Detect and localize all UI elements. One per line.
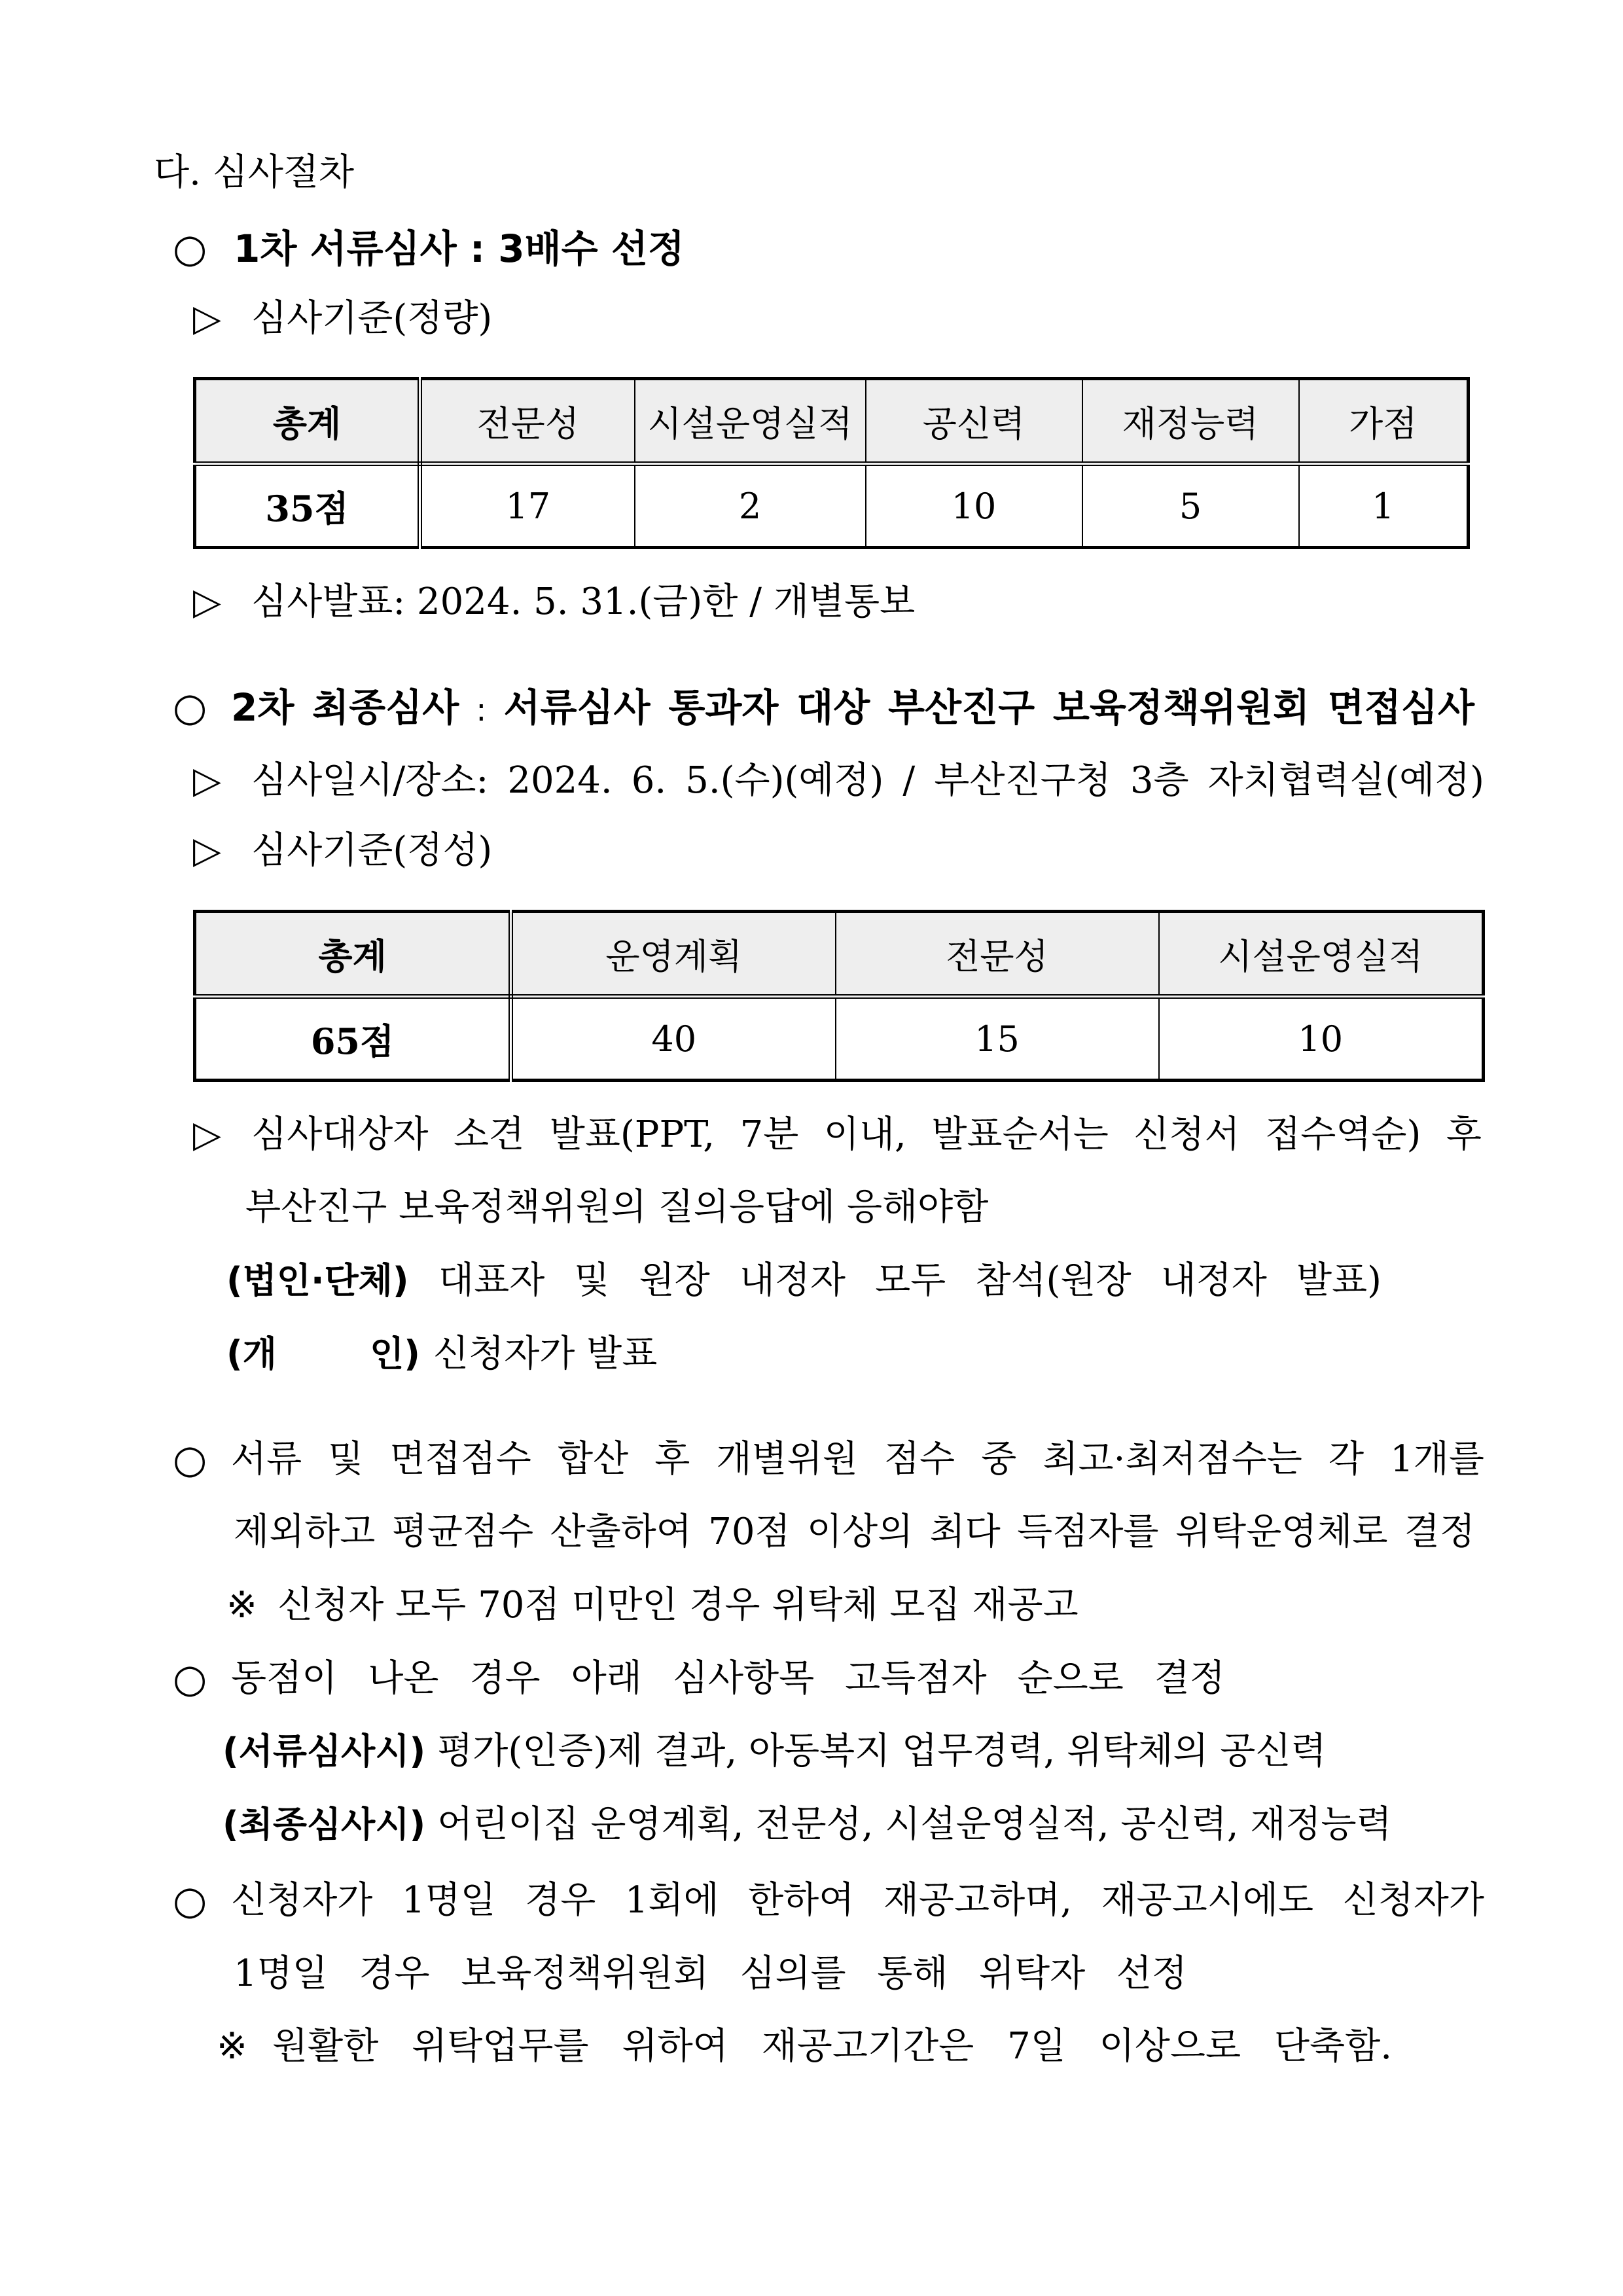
triangle-bullet-icon: ▷	[193, 581, 222, 623]
value-cell: 17	[420, 464, 635, 548]
decision-tie	[173, 1653, 1225, 1705]
triangle-bullet-icon: ▷	[193, 1113, 222, 1156]
stage2-title-lead: 2차 최종심사	[231, 685, 459, 730]
decision-text: 서류 및 면접점수 합산 후 개별위원 점수 중 최고·최저점수는 각 1개를	[231, 1438, 1484, 1480]
attendance-text: 신청자가 발표	[433, 1333, 658, 1375]
value-cell: 5	[1082, 464, 1299, 548]
stage2-schedule-text: 심사일시/장소: 2024. 6. 5.(수)(예정) / 부산진구청 3층 자치협력실(예정)	[251, 759, 1484, 802]
header-cell: 공신력	[866, 379, 1082, 464]
table-row	[195, 997, 1484, 1081]
decision-score-line1	[173, 1433, 1484, 1486]
stage2-schedule	[193, 755, 1484, 807]
decision-text: 신청자가 1명일 경우 1회에 한하여 재공고하며, 재공고시에도 신청자가	[231, 1879, 1484, 1922]
value-cell: 2	[635, 464, 866, 548]
stage2-title-separator: :	[476, 692, 487, 728]
stage1-title: 1차 서류심사 : 3배수 선정	[234, 226, 685, 271]
stage1-criteria-text: 심사기준(정량)	[251, 297, 493, 340]
qualitative-criteria-table	[193, 910, 1485, 1082]
header-cell: 시설운영실적	[635, 379, 866, 464]
value-cell-total: 35점	[195, 464, 420, 548]
stage2-presentation-line2	[245, 1181, 988, 1234]
triangle-bullet-icon: ▷	[193, 759, 222, 802]
header-cell: 전문성	[836, 912, 1159, 997]
section-title	[154, 147, 354, 199]
decision-score-line2	[234, 1506, 1475, 1558]
header-cell: 시설운영실적	[1159, 912, 1484, 997]
tie-item-final	[223, 1799, 1392, 1851]
tie-item-text: 평가(인증)제 결과, 아동복지 업무경력, 위탁체의 공신력	[437, 1730, 1327, 1772]
decision-single-line2	[234, 1948, 1187, 2000]
header-cell: 재정능력	[1082, 379, 1299, 464]
section-title-text: 다. 심사절차	[154, 151, 355, 194]
decision-text: 동점이 나온 경우 아래 심사항목 고득점자 순으로 결정	[231, 1657, 1225, 1700]
stage1-announcement	[193, 576, 915, 628]
value-cell: 1	[1299, 464, 1469, 548]
stage2-heading	[173, 681, 1474, 734]
header-cell-total: 총계	[195, 912, 511, 997]
circle-bullet-icon: ○	[173, 226, 207, 272]
value-cell: 15	[836, 997, 1159, 1081]
stage2-title-rest: 서류심사 통과자 대상 부산진구 보육정책위원회 면접심사	[503, 685, 1474, 730]
value-cell: 10	[1159, 997, 1484, 1081]
stage1-heading	[173, 223, 685, 275]
triangle-bullet-icon: ▷	[193, 297, 222, 340]
circle-bullet-icon: ○	[173, 1656, 207, 1702]
attendance-text: 대표자 및 원장 내정자 모두 참석(원장 내정자 발표)	[438, 1259, 1382, 1302]
triangle-bullet-icon: ▷	[193, 829, 222, 872]
value-cell: 40	[511, 997, 836, 1081]
decision-score-note	[226, 1579, 1079, 1632]
note-text: 원활한 위탁업무를 위하여 재공고기간은 7일 이상으로 단축함.	[272, 2025, 1392, 2068]
stage1-announcement-text: 심사발표: 2024. 5. 31.(금)한 / 개별통보	[251, 581, 916, 623]
header-cell: 전문성	[420, 379, 635, 464]
presentation-text: 부산진구 보육정책위원의 질의응답에 응해야함	[245, 1186, 989, 1229]
stage1-criteria	[193, 293, 492, 345]
stage2-title	[231, 681, 1474, 736]
attendance-individual	[226, 1328, 657, 1380]
header-cell: 가점	[1299, 379, 1469, 464]
value-cell-total: 65점	[195, 997, 511, 1081]
reference-mark-icon: ※	[226, 1584, 257, 1626]
quantitative-criteria-table	[193, 377, 1470, 549]
decision-text: 1명일 경우 보육정책위원회 심의를 통해 위탁자 선정	[234, 1952, 1187, 1995]
circle-bullet-icon: ○	[173, 1437, 207, 1482]
tie-item-document	[223, 1725, 1327, 1778]
decision-single-line1	[173, 1874, 1484, 1927]
attendance-corporate	[226, 1255, 1382, 1307]
value-cell: 10	[866, 464, 1082, 548]
table-header-row	[195, 912, 1484, 997]
decision-single-note	[217, 2020, 1392, 2073]
tie-item-text: 어린이집 운영계획, 전문성, 시설운영실적, 공신력, 재정능력	[437, 1803, 1392, 1846]
presentation-text: 심사대상자 소견 발표(PPT, 7분 이내, 발표순서는 신청서 접수역순) 후	[251, 1113, 1482, 1156]
decision-text: 제외하고 평균점수 산출하여 70점 이상의 최다 득점자를 위탁운영체로 결정	[234, 1511, 1475, 1553]
header-cell-total: 총계	[195, 379, 420, 464]
stage2-presentation-line1	[193, 1109, 1482, 1161]
table-row	[195, 464, 1469, 548]
tie-item-label: (서류심사시)	[223, 1731, 426, 1772]
note-text: 신청자 모두 70점 미만인 경우 위탁체 모집 재공고	[277, 1584, 1079, 1626]
stage2-criteria	[193, 825, 492, 877]
attendance-label: (개 인)	[226, 1333, 420, 1374]
reference-mark-icon: ※	[217, 2025, 247, 2068]
circle-bullet-icon: ○	[173, 1878, 207, 1924]
header-cell: 운영계획	[511, 912, 836, 997]
tie-item-label: (최종심사시)	[223, 1804, 426, 1845]
table-header-row	[195, 379, 1469, 464]
circle-bullet-icon: ○	[173, 685, 207, 730]
stage2-criteria-text: 심사기준(정성)	[251, 829, 493, 872]
attendance-label: (법인·단체)	[226, 1260, 409, 1301]
